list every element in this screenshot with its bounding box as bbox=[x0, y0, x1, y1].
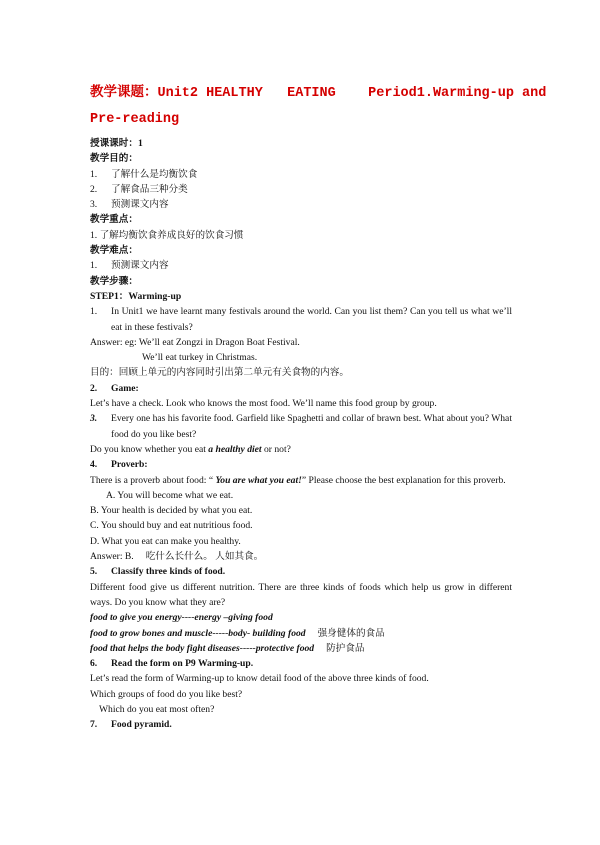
step1-purpose: 目的：回顾上单元的内容同时引出第二单元有关食物的内容。 bbox=[90, 367, 350, 379]
pyramid-heading: 7. Food pyramid. bbox=[90, 719, 172, 731]
step1-question: 1. In Unit1 we have learnt many festivals around the world. Can you list them? Can you tell us what we’ll eat in these festivals? bbox=[90, 306, 512, 333]
item3: 3. Every one has his favorite food. Garfield like Spaghetti and collar of brawn best. What about you? What food do you like best? bbox=[90, 413, 512, 440]
key-points-heading: 教学重点： bbox=[90, 214, 138, 226]
form-line: Which do you eat most often? bbox=[99, 703, 215, 715]
proverb-option: A. You will become what we eat. bbox=[106, 489, 234, 501]
game-text: Let’s have a check. Look who knows the most food. We’ll name this food group by group. bbox=[90, 398, 437, 410]
step1-answer-line1: Answer: eg: We’ll eat Zongzi in Dragon Boat Festival. bbox=[90, 336, 300, 348]
difficulty-item: 1. 预测课文内容 bbox=[90, 260, 169, 272]
food-type-protective: food that helps the body fight diseases-----protective food 防护食品 bbox=[90, 642, 365, 654]
proverb-option: C. You should buy and eat nutritious food. bbox=[90, 520, 253, 532]
proverb-option: B. Your health is decided by what you eat. bbox=[90, 505, 253, 517]
difficulties-heading: 教学难点： bbox=[90, 245, 138, 257]
lesson-hours: 授课课时：1 bbox=[90, 138, 143, 149]
goal-item: 2. 了解食品三种分类 bbox=[90, 183, 188, 195]
proverb-text: There is a proverb about food: “ You are what you eat!” Please choose the best explanation for this proverb. bbox=[90, 474, 506, 486]
healthy-diet-question: Do you know whether you eat a healthy diet or not? bbox=[90, 443, 291, 455]
classify-heading: 5. Classify three kinds of food. bbox=[90, 566, 226, 578]
form-line: Which groups of food do you like best? bbox=[90, 688, 243, 700]
proverb-heading: 4. Proverb: bbox=[90, 459, 148, 471]
step1-heading: STEP1：Warming-up bbox=[90, 290, 182, 302]
lesson-title-line1: 教学课题：Unit2 HEALTHY EATING Period1.Warming-up and bbox=[90, 86, 547, 101]
key-point-item: 1. 了解均衡饮食养成良好的饮食习惯 bbox=[90, 229, 244, 241]
form-heading: 6. Read the form on P9 Warming-up. bbox=[90, 658, 254, 670]
lesson-title-line2: Pre-reading bbox=[90, 112, 180, 127]
step1-answer-line2: We’ll eat turkey in Christmas. bbox=[142, 352, 258, 364]
classify-text: Different food give us different nutrition. There are three kinds of foods which help us grow in different ways. Do you know what they are? bbox=[90, 581, 512, 608]
steps-heading: 教学步骤： bbox=[90, 275, 138, 287]
form-line: Let’s read the form of Warming-up to know detail food of the above three kinds of food. bbox=[90, 673, 429, 685]
proverb-option: D. What you eat can make you healthy. bbox=[90, 535, 241, 547]
game-heading: 2. Game: bbox=[90, 382, 139, 394]
food-type-energy: food to give you energy----energy –giving food bbox=[90, 612, 273, 624]
goals-heading: 教学目的： bbox=[90, 153, 138, 165]
proverb-answer: Answer: B. 吃什么长什么。 人如其食。 bbox=[90, 551, 264, 563]
lesson-body bbox=[90, 136, 512, 733]
food-type-body-building: food to grow bones and muscle-----body- building food 强身健体的食品 bbox=[90, 627, 385, 639]
goal-item: 3. 预测课文内容 bbox=[90, 199, 169, 211]
goal-item: 1. 了解什么是均衡饮食 bbox=[90, 168, 198, 180]
